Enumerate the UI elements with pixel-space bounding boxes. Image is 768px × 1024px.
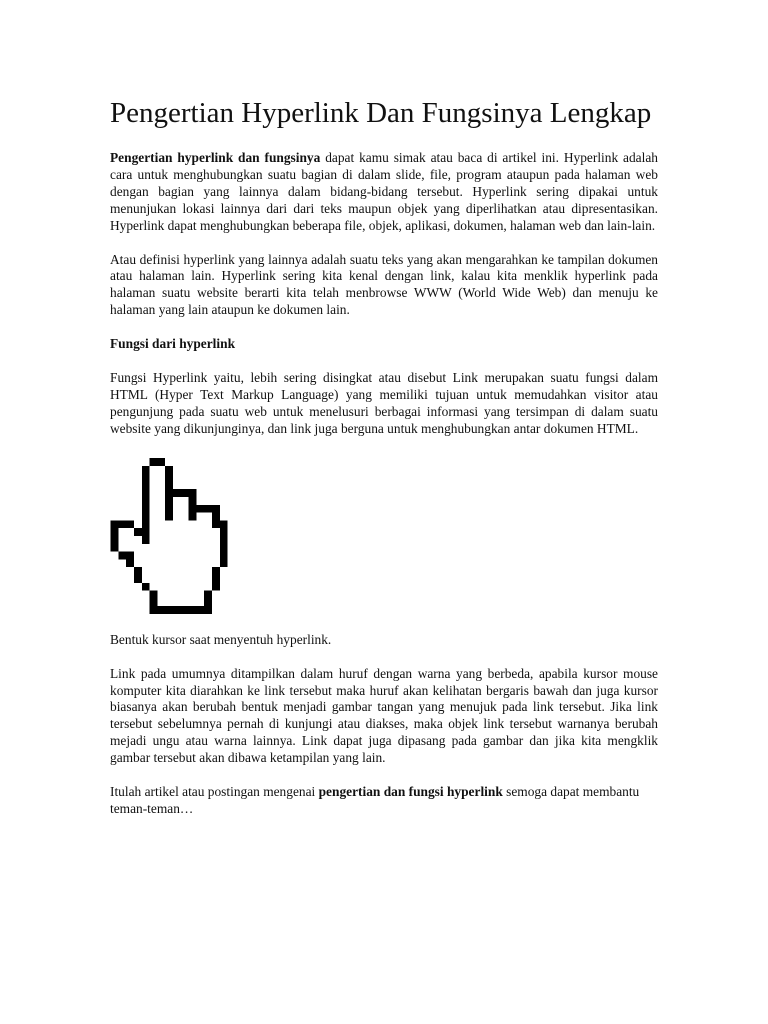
intro-paragraph	[110, 150, 658, 235]
closing-bold: pengertian dan fungsi hyperlink	[318, 784, 503, 800]
page-title: Pengertian Hyperlink Dan Fungsinya Lengkap	[110, 97, 652, 129]
hand-cursor-icon	[110, 458, 236, 614]
image-caption: Bentuk kursor saat menyentuh hyperlink.	[110, 631, 332, 647]
intro-text: dapat kamu simak atau baca di artikel ini. Hyperlink adalah cara untuk menghubungkan suatu bagian di dalam slide, file, program ataupun pada halaman web dengan bagian yang lainnya dalam bidang-bidang tersebut. Hyperlink sering dipakai untuk menunjukan lokasi lainnya dari dari teks maupun objek yang diperlihatkan atau dipresentasikan. Hyperlink dapat menghubungkan beberapa file, objek, aplikasi, dokumen, halaman web dan lain-lain.	[110, 150, 658, 233]
definition-paragraph: Atau definisi hyperlink yang lainnya adalah suatu teks yang akan mengarahkan ke tampilan dokumen atau halaman lain. Hyperlink sering kita kenal dengan link, kalau kita menklik hyperlink pada halaman suatu website berarti kita telah menbrowse WWW (World Wide Web) dan menuju ke halaman yang lain ataupun ke dokumen lain.	[110, 251, 658, 318]
function-paragraph: Fungsi Hyperlink yaitu, lebih sering disingkat atau disebut Link merupakan suatu fungsi dalam HTML (Hyper Text Markup Language) yang memiliki tujuan untuk memudahkan visitor atau pengunjung pada suatu web untuk menelusuri berbagai informasi yang tersimpan di dalam suatu website yang dikunjunginya, dan link juga berguna untuk menghubungkan antar dokumen HTML.	[110, 370, 658, 436]
section-heading: Fungsi dari hyperlink	[110, 336, 236, 352]
document-page	[110, 96, 658, 818]
closing-text-before: Itulah artikel atau postingan mengenai	[110, 784, 319, 800]
closing-paragraph	[110, 784, 658, 818]
link-display-paragraph: Link pada umumnya ditampilkan dalam huruf dengan warna yang berbeda, apabila kursor mouse komputer kita diarahkan ke link tersebut maka huruf akan kelihatan bergaris bawah dan juga kursor biasanya akan berubah bentuk menjadi gambar tangan yang menujuk pada link tersebut. Jika link tersebut sebelumnya pernah di kunjungi atau diakses, maka objek link tersebut warnanya berubah mejadi ungu atau warna lainnya. Link dapat juga dipasang pada gambar dan jika kita mengklik gambar tersebut akan dibawa ketampilan yang lain.	[110, 665, 658, 766]
intro-bold-lead: Pengertian hyperlink dan fungsinya	[110, 150, 321, 165]
closing-text-after: semoga dapat membantu teman-teman…	[110, 784, 640, 816]
